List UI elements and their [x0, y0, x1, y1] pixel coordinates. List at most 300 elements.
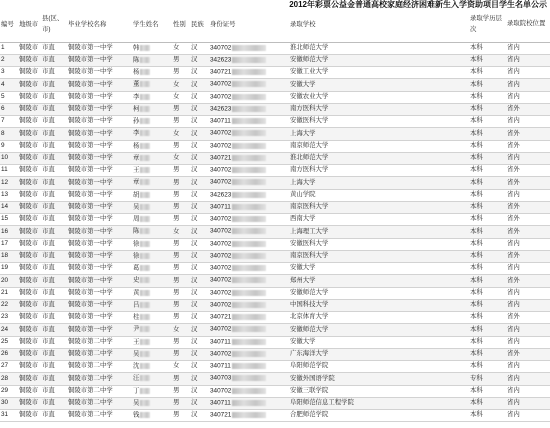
cell-no [0, 54, 18, 66]
cell-no [0, 116, 18, 128]
table-row [0, 140, 550, 152]
cell-school-text: 铜陵市第一中学 [68, 227, 113, 235]
cell-level [469, 299, 506, 311]
cell-gender [172, 79, 190, 91]
cell-university-text: 郑州大学 [290, 276, 316, 284]
cell-ethnicity [190, 410, 209, 422]
cell-school [67, 299, 132, 311]
cell-level [469, 250, 506, 262]
cell-university-text: 阜阳师范学院 [290, 362, 329, 370]
cell-location-text: 省外 [507, 215, 520, 223]
cell-location-text: 省外 [507, 203, 520, 211]
cell-gender [172, 140, 190, 152]
cell-location-text: 省内 [507, 288, 520, 296]
cell-location-text: 省内 [507, 264, 520, 272]
cell-county [41, 336, 67, 348]
table-row [0, 263, 550, 275]
cell-university-text: 安徽师范大学 [290, 288, 329, 296]
cell-gender-text: 男 [173, 203, 180, 211]
cell-name [132, 67, 172, 79]
cell-location [506, 189, 550, 201]
cell-level [469, 336, 506, 348]
cell-ethnicity-text: 汉 [191, 68, 198, 76]
redacted-name-mask [140, 375, 150, 381]
cell-city-text: 铜陵市 [19, 56, 39, 64]
cell-id-text: 340711 [210, 117, 231, 125]
cell-location [506, 263, 550, 275]
cell-county [41, 201, 67, 213]
cell-school [67, 312, 132, 324]
cell-id [209, 275, 289, 287]
cell-ethnicity [190, 287, 209, 299]
cell-name [132, 287, 172, 299]
cell-level [469, 263, 506, 275]
cell-gender [172, 201, 190, 213]
cell-level-text: 本科 [470, 117, 483, 125]
cell-university-text: 安徽大学 [290, 264, 316, 272]
redacted-name-mask [140, 339, 150, 345]
cell-ethnicity [190, 140, 209, 152]
cell-no-text: 20 [1, 276, 9, 284]
cell-id [209, 128, 289, 140]
cell-gender-text: 男 [173, 141, 180, 149]
cell-school [67, 91, 132, 103]
cell-gender-text: 女 [173, 325, 180, 333]
cell-university [289, 410, 469, 422]
cell-location [506, 250, 550, 262]
cell-university [289, 275, 469, 287]
redacted-id-mask [232, 277, 266, 283]
cell-county-text: 市直 [42, 92, 55, 100]
redacted-name-mask [140, 277, 150, 283]
cell-university-text: 广东海洋大学 [290, 350, 329, 358]
cell-school-text: 铜陵市第二中学 [68, 350, 113, 358]
cell-name [132, 42, 172, 54]
cell-city [18, 397, 41, 409]
cell-gender [172, 275, 190, 287]
cell-university [289, 373, 469, 385]
cell-location [506, 373, 550, 385]
cell-location [506, 54, 550, 66]
redacted-name-mask [140, 45, 150, 51]
cell-city-text: 铜陵市 [19, 166, 39, 174]
cell-level-text: 本科 [470, 203, 483, 211]
cell-no-text: 1 [1, 43, 5, 51]
cell-level-text: 本科 [470, 239, 483, 247]
redacted-id-mask [232, 388, 266, 394]
table-row [0, 79, 550, 91]
redacted-id-mask [232, 241, 266, 247]
redacted-name-mask [140, 130, 150, 136]
cell-school-text: 铜陵市第一中学 [68, 117, 113, 125]
cell-ethnicity [190, 324, 209, 336]
cell-location [506, 312, 550, 324]
cell-county [41, 79, 67, 91]
cell-no-text: 25 [1, 337, 9, 345]
cell-name [132, 140, 172, 152]
page-title: 2012年彩票公益金普通高校家庭经济困难新生入学资助项目学生名单公示 [289, 0, 547, 9]
cell-name-text: 陈 [133, 228, 140, 236]
cell-gender [172, 336, 190, 348]
cell-location-text: 省内 [507, 386, 520, 394]
cell-no-text: 30 [1, 399, 9, 407]
cell-school-text: 铜陵市第一中学 [68, 166, 113, 174]
cell-university [289, 177, 469, 189]
redacted-name-mask [140, 302, 150, 308]
cell-university [289, 287, 469, 299]
cell-county-text: 市直 [42, 154, 55, 162]
cell-name-text: 徐 [133, 252, 140, 260]
cell-no [0, 361, 18, 373]
redacted-id-mask [232, 375, 266, 381]
cell-school [67, 116, 132, 128]
cell-no [0, 152, 18, 164]
cell-no [0, 275, 18, 287]
cell-ethnicity-text: 汉 [191, 301, 198, 309]
cell-county [41, 361, 67, 373]
cell-id-text: 340711 [210, 203, 231, 211]
cell-id [209, 214, 289, 226]
table-row [0, 67, 550, 79]
cell-no [0, 250, 18, 262]
cell-county-text: 市直 [42, 215, 55, 223]
cell-city [18, 91, 41, 103]
cell-name [132, 410, 172, 422]
cell-gender [172, 67, 190, 79]
cell-university [289, 79, 469, 91]
cell-ethnicity [190, 361, 209, 373]
cell-city [18, 189, 41, 201]
cell-school [67, 275, 132, 287]
redacted-id-mask [232, 57, 266, 63]
cell-id [209, 312, 289, 324]
cell-ethnicity [190, 152, 209, 164]
cell-school [67, 287, 132, 299]
cell-school [67, 54, 132, 66]
cell-ethnicity [190, 165, 209, 177]
cell-gender-text: 男 [173, 337, 180, 345]
cell-city [18, 67, 41, 79]
cell-no [0, 165, 18, 177]
redacted-name-mask [140, 363, 150, 369]
cell-name-text: 吴 [133, 350, 140, 358]
cell-location-text: 省外 [507, 313, 520, 321]
cell-location [506, 287, 550, 299]
cell-university [289, 91, 469, 103]
cell-location [506, 226, 550, 238]
cell-id-text: 340702 [210, 179, 232, 187]
cell-id [209, 42, 289, 54]
cell-city-text: 铜陵市 [19, 43, 39, 51]
cell-city-text: 铜陵市 [19, 227, 39, 235]
redacted-name-mask [140, 400, 150, 406]
cell-school-text: 铜陵市第一中学 [68, 178, 113, 186]
cell-id-text: 340711 [210, 338, 231, 346]
cell-ethnicity-text: 汉 [191, 129, 198, 137]
cell-id-text: 340711 [210, 362, 231, 370]
cell-gender-text: 女 [173, 92, 180, 100]
redacted-name-mask [140, 351, 150, 357]
cell-no-text: 5 [1, 92, 5, 100]
cell-university-text: 安徽大学 [290, 80, 316, 88]
cell-school [67, 177, 132, 189]
cell-county-text: 市直 [42, 276, 55, 284]
cell-id [209, 140, 289, 152]
cell-university [289, 42, 469, 54]
cell-name-text: 王 [133, 166, 140, 174]
cell-no-text: 8 [1, 129, 5, 137]
table-row [0, 275, 550, 287]
cell-school-text: 铜陵市第一中学 [68, 190, 113, 198]
cell-city [18, 324, 41, 336]
redacted-id-mask [232, 351, 266, 357]
cell-level [469, 103, 506, 115]
cell-ethnicity-text: 汉 [191, 117, 198, 125]
redacted-name-mask [140, 290, 150, 296]
redacted-id-mask [232, 155, 266, 161]
redacted-name-mask [140, 388, 150, 394]
cell-location [506, 91, 550, 103]
cell-no-text: 23 [1, 313, 9, 321]
cell-location [506, 336, 550, 348]
cell-county-text: 市直 [42, 350, 55, 358]
cell-level [469, 348, 506, 360]
cell-name [132, 263, 172, 275]
cell-city-text: 铜陵市 [19, 203, 39, 211]
cell-city-text: 铜陵市 [19, 239, 39, 247]
cell-no-text: 11 [1, 166, 8, 174]
cell-ethnicity [190, 177, 209, 189]
cell-ethnicity [190, 189, 209, 201]
table-row [0, 361, 550, 373]
redacted-id-mask [232, 118, 266, 124]
cell-county-text: 市直 [42, 68, 55, 76]
cell-county-text: 市直 [42, 43, 55, 51]
cell-school-text: 铜陵市第一中学 [68, 252, 113, 260]
redacted-name-mask [140, 143, 150, 149]
cell-id-text: 340702 [210, 93, 232, 101]
cell-name-text: 吕 [133, 301, 140, 309]
cell-level [469, 324, 506, 336]
cell-school-text: 铜陵市第一中学 [68, 288, 113, 296]
cell-no [0, 79, 18, 91]
cell-location [506, 397, 550, 409]
cell-name-text: 李 [133, 93, 140, 101]
cell-level-text: 本科 [470, 105, 483, 113]
cell-name-text: 陈 [133, 56, 140, 64]
cell-city-text: 铜陵市 [19, 276, 39, 284]
table-row [0, 116, 550, 128]
cell-level [469, 189, 506, 201]
cell-gender-text: 男 [173, 105, 180, 113]
cell-level-text: 本科 [470, 350, 483, 358]
cell-school-text: 铜陵市第一中学 [68, 276, 113, 284]
cell-school [67, 67, 132, 79]
cell-no [0, 397, 18, 409]
cell-county [41, 275, 67, 287]
cell-city [18, 385, 41, 397]
cell-city-text: 铜陵市 [19, 264, 39, 272]
table-row [0, 348, 550, 360]
cell-no-text: 24 [1, 325, 9, 333]
cell-city [18, 54, 41, 66]
cell-gender [172, 348, 190, 360]
cell-location-text: 省内 [507, 325, 520, 333]
cell-level [469, 287, 506, 299]
cell-gender [172, 397, 190, 409]
cell-location-text: 省内 [507, 411, 520, 419]
redacted-id-mask [232, 106, 266, 112]
cell-location-text: 省内 [507, 301, 520, 309]
cell-level [469, 42, 506, 54]
cell-name-text: 柯 [133, 105, 140, 113]
cell-level-text: 本科 [470, 313, 483, 321]
cell-county-text: 市直 [42, 56, 55, 64]
table-row [0, 128, 550, 140]
cell-level-text: 本科 [470, 154, 483, 162]
cell-university-text: 中国科技大学 [290, 301, 329, 309]
cell-name-text: 杨 [133, 142, 140, 150]
table-row [0, 312, 550, 324]
cell-level-text: 本科 [470, 264, 483, 272]
cell-name [132, 324, 172, 336]
cell-ethnicity [190, 116, 209, 128]
cell-name-text: 葛 [133, 264, 140, 272]
cell-university-text: 上海理工大学 [290, 227, 329, 235]
table-row [0, 214, 550, 226]
cell-school-text: 铜陵市第一中学 [68, 301, 113, 309]
cell-no [0, 214, 18, 226]
cell-no [0, 91, 18, 103]
cell-city [18, 263, 41, 275]
cell-name-text: 尹 [133, 326, 140, 334]
cell-gender-text: 男 [173, 68, 180, 76]
cell-level-text: 本科 [470, 190, 483, 198]
table-row [0, 250, 550, 262]
cell-school [67, 140, 132, 152]
redacted-id-mask [232, 167, 266, 173]
cell-id [209, 299, 289, 311]
cell-university-text: 南京医科大学 [290, 252, 329, 260]
cell-ethnicity [190, 336, 209, 348]
cell-id-text: 340703 [210, 375, 232, 383]
cell-no-text: 26 [1, 350, 9, 358]
cell-city-text: 铜陵市 [19, 337, 39, 345]
cell-county [41, 238, 67, 250]
table-row [0, 238, 550, 250]
redacted-id-mask [232, 253, 266, 259]
cell-name [132, 79, 172, 91]
redacted-id-mask [232, 228, 266, 234]
cell-county [41, 54, 67, 66]
cell-school-text: 铜陵市第一中学 [68, 215, 113, 223]
cell-name [132, 214, 172, 226]
cell-county [41, 348, 67, 360]
cell-level [469, 116, 506, 128]
cell-level [469, 91, 506, 103]
cell-name-text: 王 [133, 338, 140, 346]
cell-no-text: 31 [1, 411, 9, 419]
cell-county-text: 市直 [42, 337, 55, 345]
cell-school [67, 201, 132, 213]
cell-no [0, 42, 18, 54]
cell-name [132, 165, 172, 177]
cell-county-text: 市直 [42, 264, 55, 272]
cell-gender [172, 42, 190, 54]
cell-location-text: 省内 [507, 190, 520, 198]
cell-ethnicity-text: 汉 [191, 80, 198, 88]
cell-city-text: 铜陵市 [19, 190, 39, 198]
cell-id-text: 340702 [210, 142, 232, 150]
cell-location-text: 省内 [507, 92, 520, 100]
cell-gender [172, 250, 190, 262]
cell-county-text: 市直 [42, 105, 55, 113]
cell-city [18, 116, 41, 128]
col-header-school: 毕业学校名称 [67, 8, 132, 42]
cell-ethnicity [190, 54, 209, 66]
cell-county [41, 42, 67, 54]
cell-county [41, 140, 67, 152]
cell-university-text: 安徽师范大学 [290, 325, 329, 333]
cell-ethnicity [190, 226, 209, 238]
cell-id [209, 201, 289, 213]
cell-university-text: 南方医科大学 [290, 105, 329, 113]
cell-name [132, 373, 172, 385]
cell-id [209, 263, 289, 275]
cell-county-text: 市直 [42, 362, 55, 370]
cell-level-text: 本科 [470, 386, 483, 394]
cell-id [209, 348, 289, 360]
cell-id-text: 340702 [210, 166, 232, 174]
cell-gender [172, 54, 190, 66]
cell-school [67, 263, 132, 275]
cell-county [41, 165, 67, 177]
cell-city [18, 214, 41, 226]
redacted-id-mask [232, 69, 266, 75]
cell-location-text: 省外 [507, 105, 520, 113]
cell-id-text: 340702 [210, 350, 232, 358]
cell-county [41, 67, 67, 79]
cell-university [289, 103, 469, 115]
cell-level [469, 361, 506, 373]
cell-university-text: 安徽师范大学 [290, 56, 329, 64]
cell-university-text: 阜阳师范信息工程学院 [290, 399, 354, 407]
cell-location-text: 省外 [507, 227, 520, 235]
cell-level [469, 275, 506, 287]
cell-university-text: 南京医科大学 [290, 203, 329, 211]
cell-level [469, 201, 506, 213]
cell-university-text: 黄山学院 [290, 190, 316, 198]
cell-ethnicity [190, 263, 209, 275]
cell-level-text: 本科 [470, 411, 483, 419]
cell-ethnicity-text: 汉 [191, 190, 198, 198]
cell-no [0, 336, 18, 348]
cell-city-text: 铜陵市 [19, 129, 39, 137]
cell-gender-text: 男 [173, 178, 180, 186]
cell-name-text: 章 [133, 179, 140, 187]
cell-gender-text: 男 [173, 166, 180, 174]
cell-level [469, 54, 506, 66]
cell-ethnicity-text: 汉 [191, 362, 198, 370]
cell-id-text: 342623 [210, 105, 232, 113]
cell-level [469, 79, 506, 91]
cell-location [506, 385, 550, 397]
cell-location-text: 省内 [507, 56, 520, 64]
cell-name [132, 312, 172, 324]
cell-gender-text: 女 [173, 43, 180, 51]
cell-city-text: 铜陵市 [19, 117, 39, 125]
cell-id-text: 340702 [210, 130, 232, 138]
